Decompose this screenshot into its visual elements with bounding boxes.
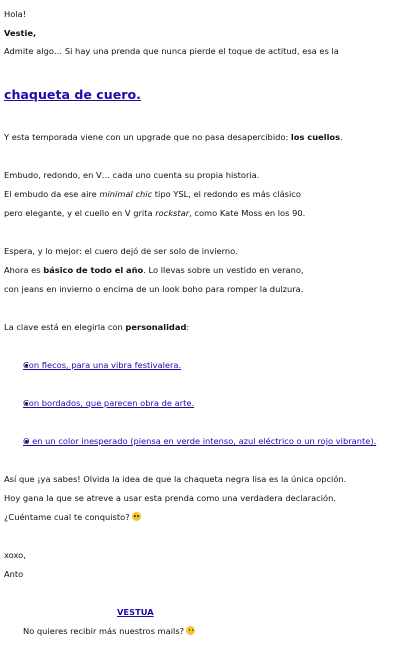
wink-emoji-icon [132, 512, 141, 521]
outro-line-2: Hoy gana la que se atreve a usar esta prenda como una verdadera declaración. [4, 493, 337, 503]
unsubscribe-line [23, 625, 195, 637]
key-post: : [186, 322, 190, 332]
collars-2-em: minimal chic [99, 189, 153, 199]
collars-line-2 [4, 188, 301, 200]
collars-3-pre: pero elegante, y el cuello en V grita [4, 208, 156, 218]
collars-2-post: tipo YSL, el redondo es más clásico [152, 189, 301, 199]
addressee: Vestie, [4, 28, 37, 38]
collars-3-post: , como Kate Moss en los 90. [189, 208, 306, 218]
outro-line-3 [4, 511, 141, 523]
worried-emoji-icon [186, 626, 195, 635]
greeting: Hola! [4, 9, 27, 19]
key-line [4, 321, 189, 333]
season-paragraph [4, 131, 343, 143]
brand-link[interactable]: VESTUA [117, 607, 154, 617]
outro-line-1: Así que ¡ya sabes! Olvida la idea de que la chaqueta negra lisa es la única opción. [4, 474, 347, 484]
jeans-line: con jeans en invierno o encima de un look boho para romper la dulzura. [4, 284, 304, 294]
collars-3-em: rockstar [155, 208, 190, 218]
list-item-link[interactable]: O en un color inesperado (piensa en verde intenso, azul eléctrico o un rojo vibrante). [23, 436, 377, 446]
outro-question: ¿Cuéntame cual te conquisto? [4, 512, 130, 522]
basic-bold: básico de todo el año [43, 265, 144, 275]
basic-line [4, 264, 304, 276]
heading-link-chaqueta[interactable]: chaqueta de cuero. [4, 87, 141, 102]
collars-line-3 [4, 207, 305, 219]
season-text: Y esta temporada viene con un upgrade que no pasa desapercibido: [4, 132, 291, 142]
intro-paragraph: Admite algo… Si hay una prenda que nunca pierde el toque de actitud, esa es la [4, 46, 339, 56]
signoff: xoxo, [4, 550, 26, 560]
collars-line-1: Embudo, redondo, en V… cada uno cuenta su propia historia. [4, 170, 260, 180]
list-item-link[interactable]: Con flecos, para una vibra festivalera. [23, 360, 182, 370]
key-bold: personalidad [125, 322, 187, 332]
season-bold: los cuellos [290, 132, 341, 142]
key-pre: La clave está en elegirla con [4, 322, 126, 332]
basic-pre: Ahora es [4, 265, 44, 275]
collars-2-pre: El embudo da ese aire [4, 189, 100, 199]
wait-line: Espera, y lo mejor: el cuero dejó de ser solo de invierno. [4, 246, 238, 256]
list-item-link[interactable]: Con bordados, que parecen obra de arte. [23, 398, 195, 408]
basic-post: . Lo llevas sobre un vestido en verano, [143, 265, 304, 275]
unsubscribe-text: No quieres recibir más nuestros mails? [23, 626, 185, 636]
signature: Anto [4, 569, 24, 579]
season-end: . [340, 132, 343, 142]
